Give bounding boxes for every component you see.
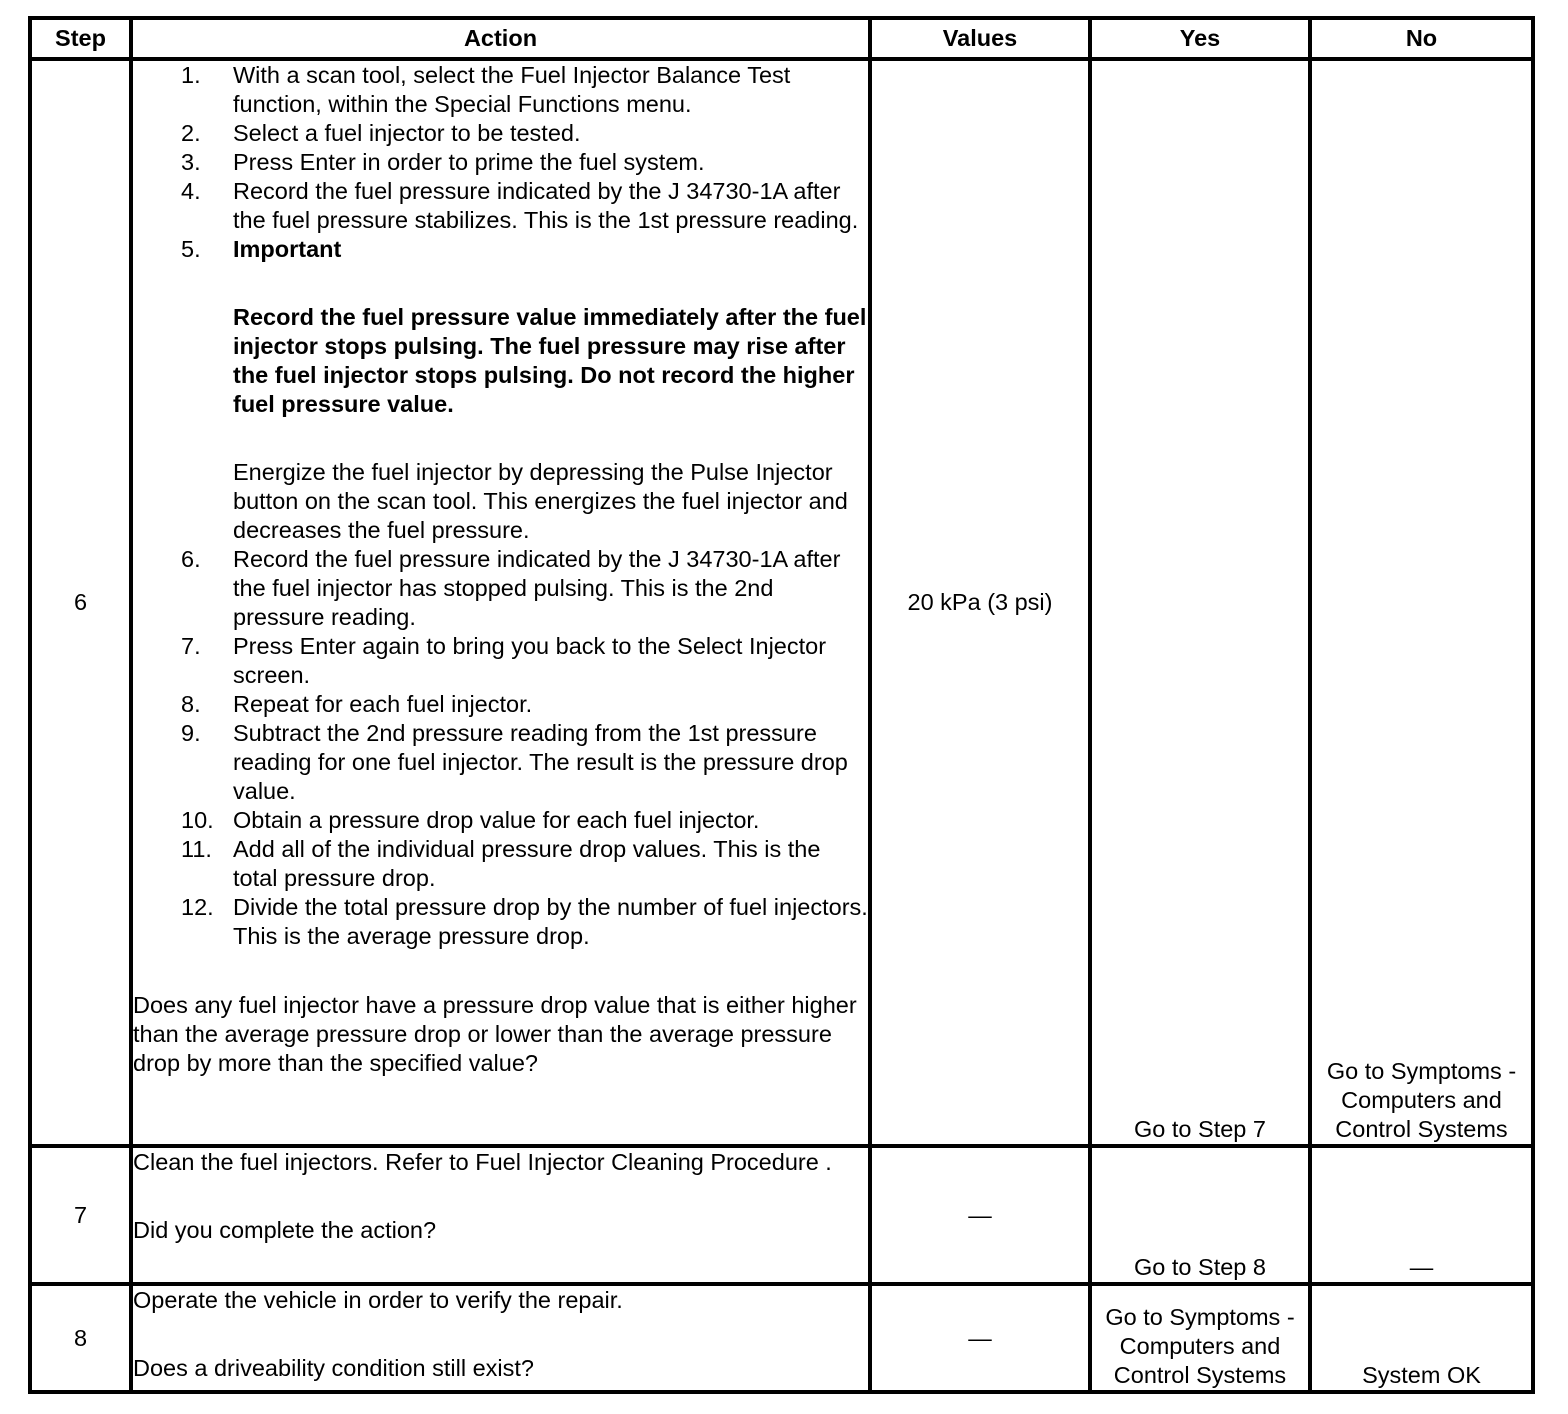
list-item-number: 11. xyxy=(181,836,212,862)
procedure-list xyxy=(133,61,868,235)
header-action: Action xyxy=(131,18,870,59)
list-item xyxy=(181,690,868,719)
list-item-number: 1. xyxy=(181,62,201,88)
question-text: Does a driveability condition still exist? xyxy=(133,1355,534,1381)
list-item xyxy=(181,545,868,632)
list-item-text: Divide the total pressure drop by the number of fuel injectors. This is the average pressure drop. xyxy=(233,894,868,949)
list-item-text: Repeat for each fuel injector. xyxy=(233,691,533,717)
list-item-number: 6. xyxy=(181,546,201,572)
yes-cell: Go to Symptoms - Computers and Control Systems xyxy=(1090,1284,1310,1392)
question-text: Did you complete the action? xyxy=(133,1217,437,1243)
list-item-number: 9. xyxy=(181,720,201,746)
table-row-step-7 xyxy=(30,1146,1533,1284)
list-item xyxy=(181,893,868,951)
value-cell: — xyxy=(870,1284,1090,1392)
list-item-number: 5. xyxy=(181,236,201,262)
important-title: Important xyxy=(233,236,342,262)
value-cell: — xyxy=(870,1146,1090,1284)
table-row-step-6 xyxy=(30,59,1533,1146)
action-text: Clean the fuel injectors. Refer to Fuel Injector Cleaning Procedure . xyxy=(133,1149,832,1175)
question-text: Does any fuel injector have a pressure drop value that is either higher than the average pressure drop or lower than the average pressure drop by more than the specified value? xyxy=(133,992,857,1076)
step-number: 7 xyxy=(30,1146,131,1284)
no-cell: Go to Symptoms - Computers and Control Systems xyxy=(1310,59,1533,1146)
list-item xyxy=(181,119,868,148)
action-cell xyxy=(131,59,870,1146)
list-item-number: 8. xyxy=(181,691,201,717)
list-item xyxy=(181,61,868,119)
list-item xyxy=(181,806,868,835)
procedure-list-continued xyxy=(133,545,868,951)
procedure-list-step-5 xyxy=(133,235,868,545)
list-item-number: 4. xyxy=(181,178,201,204)
list-item xyxy=(181,235,868,545)
list-item-number: 12. xyxy=(181,894,214,920)
diagnostic-table xyxy=(28,16,1535,1394)
step-number: 6 xyxy=(30,59,131,1146)
list-item-text: Press Enter in order to prime the fuel system. xyxy=(233,149,705,175)
action-cell xyxy=(131,1284,870,1392)
list-item xyxy=(181,719,868,806)
no-cell: — xyxy=(1310,1146,1533,1284)
list-item-text: Add all of the individual pressure drop values. This is the total pressure drop. xyxy=(233,836,821,891)
step-number: 8 xyxy=(30,1284,131,1392)
important-note: Record the fuel pressure value immediately after the fuel injector stops pulsing. The fuel pressure may rise after the fuel injector stops pulsing. Do not record the higher fuel pressure value. xyxy=(233,304,867,417)
header-row xyxy=(30,18,1533,59)
list-item-number: 2. xyxy=(181,120,201,146)
list-item-number: 10. xyxy=(181,807,214,833)
list-item-text: Subtract the 2nd pressure reading from the 1st pressure reading for one fuel injector. The result is the pressure drop value. xyxy=(233,720,848,804)
list-item-text: Press Enter again to bring you back to the Select Injector screen. xyxy=(233,633,827,688)
list-item-text: Obtain a pressure drop value for each fuel injector. xyxy=(233,807,760,833)
list-item-text: With a scan tool, select the Fuel Injector Balance Test function, within the Special Functions menu. xyxy=(233,62,791,117)
header-values: Values xyxy=(870,18,1090,59)
no-cell: System OK xyxy=(1310,1284,1533,1392)
action-cell xyxy=(131,1146,870,1284)
table-row-step-8 xyxy=(30,1284,1533,1392)
list-item-text: Select a fuel injector to be tested. xyxy=(233,120,581,146)
header-step: Step xyxy=(30,18,131,59)
list-item xyxy=(181,177,868,235)
list-item xyxy=(181,835,868,893)
list-item-text: Record the fuel pressure indicated by the J 34730-1A after the fuel injector has stopped pulsing. This is the 2nd pressure reading. xyxy=(233,546,841,630)
header-yes: Yes xyxy=(1090,18,1310,59)
value-cell: 20 kPa (3 psi) xyxy=(870,59,1090,1146)
yes-cell: Go to Step 7 xyxy=(1090,59,1310,1146)
list-item-number: 7. xyxy=(181,633,201,659)
list-item xyxy=(181,148,868,177)
header-no: No xyxy=(1310,18,1533,59)
list-item-text: Record the fuel pressure indicated by the J 34730-1A after the fuel pressure stabilizes. This is the 1st pressure reading. xyxy=(233,178,859,233)
action-text: Operate the vehicle in order to verify the repair. xyxy=(133,1287,623,1313)
list-item-text: Energize the fuel injector by depressing the Pulse Injector button on the scan tool. This energizes the fuel injector and decreases the fuel pressure. xyxy=(233,459,848,543)
list-item xyxy=(181,632,868,690)
list-item-number: 3. xyxy=(181,149,201,175)
yes-cell: Go to Step 8 xyxy=(1090,1146,1310,1284)
